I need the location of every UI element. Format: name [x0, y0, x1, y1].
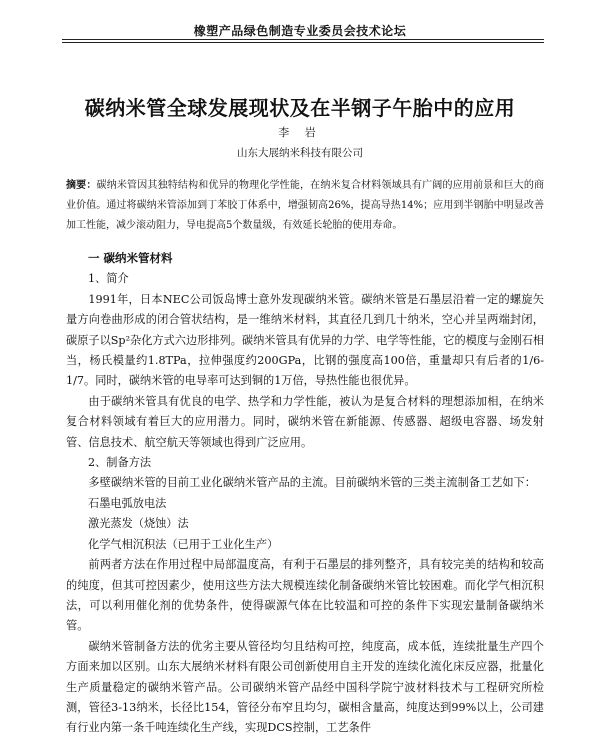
- abstract-text: 碳纳米管因其独特结构和优异的物理化学性能，在纳米复合材料领域具有广阔的应用前景和巨大的商业价值。通过将碳纳米管添加到丁苯胶丁体系中，增强韧高26%，提高导热14%；应用到半钢胎中明显改善加工性能，减少滚动阻力，导电提高5个数量级，有效延长轮胎的使用寿命。: [66, 180, 545, 231]
- method-item: 激光蒸发（烧蚀）法: [88, 517, 189, 531]
- paragraph-production: 碳纳米管制备方法的优劣主要从管径均匀且结构可控，纯度高，成本低，连续批量生产四个方面来加以区别。山东大展纳米材料有限公司创新使用自主开发的连续化流化床反应器，批量化生产质量稳定的碳纳米管产品。公司碳纳米管产品经中国科学院宁波材料技术与工程研究所检测，管径3-13纳米，长径比154，管径分布窄且均匀，碳相含量高，纯度达到99%以上，公司建有行业内第一条千吨连续化生产线，实现DCS控制，工艺条件: [66, 639, 544, 735]
- method-item: 化学气相沉积法（已用于工业化生产）: [88, 537, 279, 551]
- header-rule-bottom: [62, 42, 544, 43]
- subsection-heading-intro: 1、简介: [88, 272, 129, 286]
- abstract-label: 摘要：: [66, 180, 97, 191]
- subsection-heading-methods: 2、制备方法: [88, 456, 152, 470]
- author-name: 李 岩: [278, 126, 322, 139]
- author-affiliation: 山东大展纳米科技有限公司: [237, 147, 363, 159]
- paragraph-method-comparison: 前两者方法在作用过程中局部温度高，有利于石墨层的排列整齐，具有较完美的结构和较高的纯度，但其可控因素少，使用这些方法大规模连续化制备碳纳米管比较困难。而化学气相沉积法，可以利用催化剂的优势条件，使得碳源气体在比较温和可控的条件下实现宏量制备碳纳米管。: [66, 558, 544, 633]
- article-body: [66, 248, 544, 739]
- header-rule-top: [62, 39, 544, 40]
- abstract: [66, 176, 544, 236]
- paragraph-applications: 由于碳纳米管具有优良的电学、热学和力学性能，被认为是复合材料的理想添加相，在纳米复合材料领域有着巨大的应用潜力。同时，碳纳米管在新能源、传感器、超级电容器、场发射管、信息技术、航空航天等领域也得到广泛应用。: [66, 394, 544, 449]
- section-heading: 一 碳纳米管材料: [88, 251, 173, 265]
- paragraph-intro: 1991年，日本NEC公司饭岛博士意外发现碳纳米管。碳纳米管是石墨层沿着一定的螺旋矢量方向卷曲形成的闭合管状结构，是一维纳米材料，其直径几到几十纳米，空心并呈两端封闭，碳原子以Sp²杂化方式六边形排列。碳纳米管具有优异的力学、电学等性能，它的模度与金刚石相当，杨氏模量约1.8TPa，拉伸强度约200GPa，比钢的强度高100倍，重量却只有后者的1/6-1/7。同时，碳纳米管的电导率可达到铜的1万倍，导热性能也很优异。: [66, 292, 545, 388]
- article-title: 碳纳米管全球发展现状及在半钢子午胎中的应用: [84, 96, 516, 120]
- journal-header: 橡塑产品绿色制造专业委员会技术论坛: [193, 24, 407, 38]
- paragraph-methods-intro: 多壁碳纳米管的目前工业化碳纳米管产品的主流。目前碳纳米管的三类主流制备工艺如下：: [88, 476, 536, 490]
- method-item: 石墨电弧放电法: [88, 496, 167, 510]
